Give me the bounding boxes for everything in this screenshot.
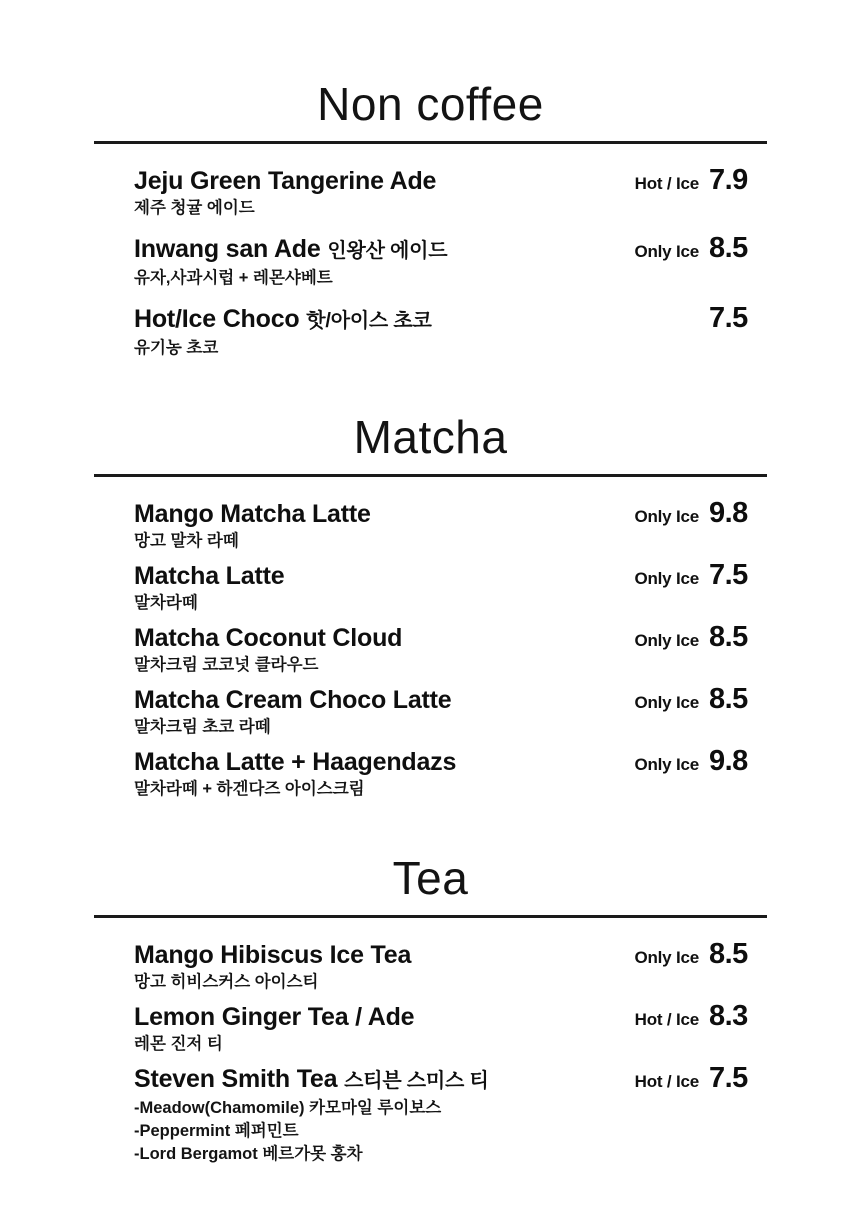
item-price: 9.8: [709, 497, 748, 529]
item-subtitle: 유자,사과시럽 + 레몬샤베트: [134, 269, 333, 287]
item-name-korean: 스티븐 스미스 티: [344, 1070, 489, 1092]
menu-item-text: [134, 167, 595, 219]
menu-section-non-coffee: [94, 78, 767, 359]
item-subtitle: 말차크림 초코 라떼: [134, 718, 271, 736]
item-name-korean: 인왕산 에이드: [327, 240, 448, 262]
serving-label: Only Ice: [634, 507, 699, 526]
menu-section-tea: [94, 852, 767, 1165]
serving-label: Only Ice: [634, 755, 699, 774]
menu-item-text: [134, 1065, 595, 1165]
item-subtitle: -Peppermint 페퍼민트: [134, 1122, 299, 1140]
menu-item: [134, 559, 767, 614]
item-subtitle: 유기농 초코: [134, 339, 219, 357]
serving-label: Hot / Ice: [634, 174, 699, 193]
menu-item-list: [94, 918, 767, 1165]
menu-item-pricing: [595, 745, 767, 778]
item-name: Jeju Green Tangerine Ade: [134, 167, 437, 195]
serving-label: Only Ice: [634, 948, 699, 967]
serving-label: Only Ice: [634, 569, 699, 588]
menu-item: [134, 745, 767, 800]
item-price: 8.3: [709, 1000, 748, 1032]
menu-item: [134, 164, 767, 219]
item-name: Inwang san Ade: [134, 235, 321, 263]
item-price: 9.8: [709, 745, 748, 777]
item-subtitle: 말차크림 코코넛 클라우드: [134, 656, 319, 674]
item-price: 8.5: [709, 683, 748, 715]
menu-item-pricing: [595, 621, 767, 654]
item-name: Matcha Latte: [134, 562, 285, 590]
menu-item-text: [134, 1003, 595, 1055]
item-name: Steven Smith Tea: [134, 1065, 338, 1093]
menu-item-text: [134, 305, 595, 359]
menu-item-text: [134, 941, 595, 993]
menu-section-matcha: [94, 411, 767, 800]
menu-item-pricing: [595, 302, 767, 335]
item-name: Matcha Coconut Cloud: [134, 624, 403, 652]
serving-label: Hot / Ice: [634, 1010, 699, 1029]
section-title: Tea: [392, 852, 469, 904]
menu-item-text: [134, 235, 595, 289]
section-title: Non coffee: [317, 78, 544, 130]
item-subtitle: -Meadow(Chamomile) 카모마일 루이보스: [134, 1099, 442, 1117]
menu-item: [134, 232, 767, 289]
item-price: 8.5: [709, 621, 748, 653]
section-title: Matcha: [353, 411, 508, 463]
menu-item: [134, 1062, 767, 1165]
menu-item: [134, 938, 767, 993]
menu-item-text: [134, 624, 595, 676]
item-price: 7.5: [709, 559, 748, 591]
item-price: 8.5: [709, 938, 748, 970]
item-price: 8.5: [709, 232, 748, 264]
item-price: 7.5: [709, 1062, 748, 1094]
item-subtitle: 망고 말차 라떼: [134, 532, 239, 550]
item-subtitle: 말차라떼: [134, 594, 198, 612]
menu-item: [134, 621, 767, 676]
menu-item-text: [134, 686, 595, 738]
item-name: Matcha Cream Choco Latte: [134, 686, 452, 714]
menu-item-pricing: [595, 232, 767, 265]
item-name: Hot/Ice Choco: [134, 305, 300, 333]
serving-label: Only Ice: [634, 693, 699, 712]
item-price: 7.9: [709, 164, 748, 196]
menu-item-pricing: [595, 683, 767, 716]
serving-label: Hot / Ice: [634, 1072, 699, 1091]
menu-item-pricing: [595, 164, 767, 197]
item-subtitle: 말차라떼 + 하겐다즈 아이스크림: [134, 780, 365, 798]
item-price: 7.5: [709, 302, 748, 334]
menu-item: [134, 497, 767, 552]
item-name: Mango Matcha Latte: [134, 500, 371, 528]
menu-item-list: [94, 477, 767, 800]
item-name: Matcha Latte + Haagendazs: [134, 748, 457, 776]
menu-item: [134, 683, 767, 738]
menu-item-pricing: [595, 1062, 767, 1095]
menu-item-pricing: [595, 497, 767, 530]
serving-label: Only Ice: [634, 631, 699, 650]
item-subtitle: 레몬 진저 티: [134, 1035, 223, 1053]
serving-label: Only Ice: [634, 242, 699, 261]
menu-item-text: [134, 500, 595, 552]
menu-item-pricing: [595, 938, 767, 971]
item-subtitle: -Lord Bergamot 베르가못 홍차: [134, 1145, 363, 1163]
item-subtitle: 망고 히비스커스 아이스티: [134, 973, 319, 991]
menu-item-list: [94, 144, 767, 359]
item-subtitle: 제주 청귤 에이드: [134, 199, 255, 217]
menu-item-pricing: [595, 559, 767, 592]
menu-item-text: [134, 748, 595, 800]
menu-item: [134, 302, 767, 359]
menu-item-pricing: [595, 1000, 767, 1033]
item-name-korean: 핫/아이스 초코: [306, 310, 432, 332]
menu-item: [134, 1000, 767, 1055]
menu-item-text: [134, 562, 595, 614]
item-name: Lemon Ginger Tea / Ade: [134, 1003, 415, 1031]
item-name: Mango Hibiscus Ice Tea: [134, 941, 412, 969]
